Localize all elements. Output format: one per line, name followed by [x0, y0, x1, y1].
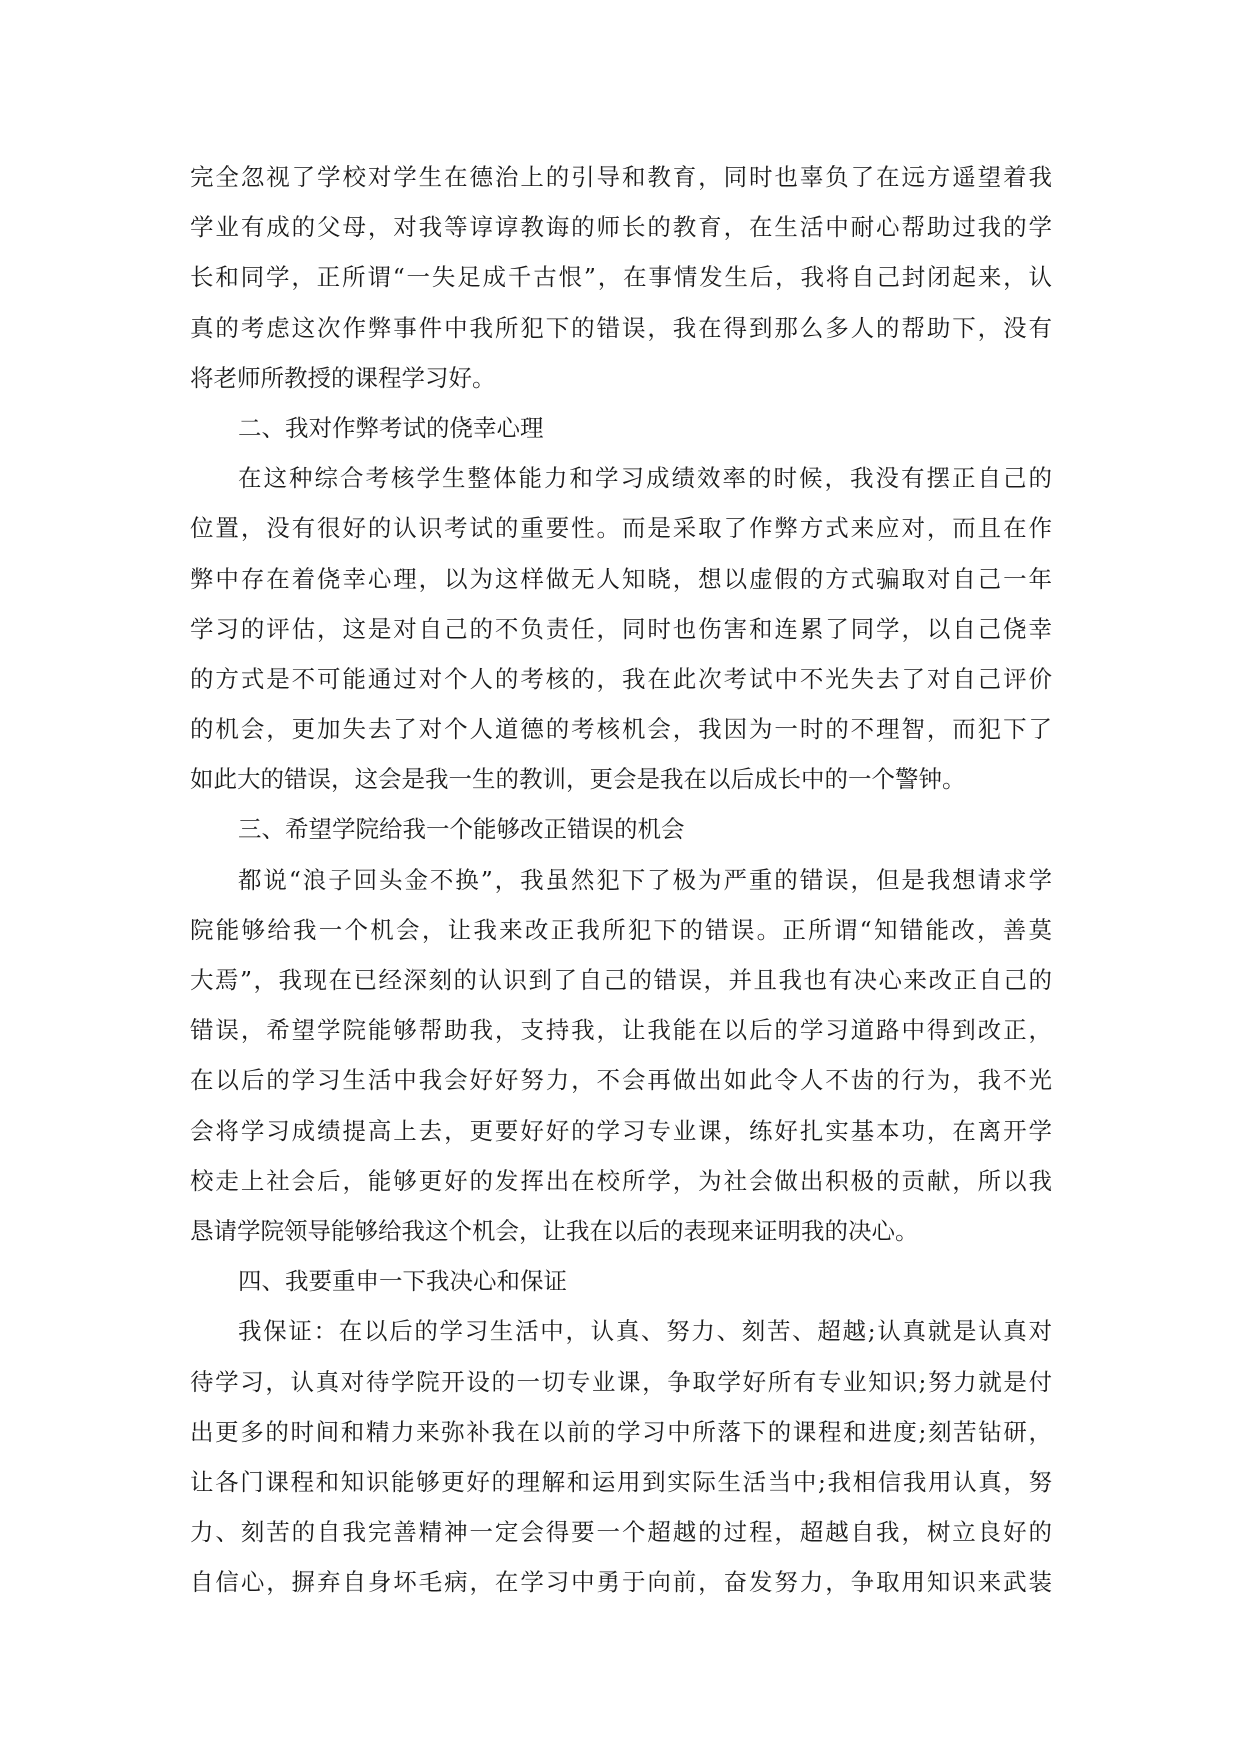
text-line: 会将学习成绩提高上去，更要好好的学习专业课，练好扎实基本功，在离开学	[190, 1116, 1052, 1145]
text-line: 让各门课程和知识能够更好的理解和运用到实际生活当中;我相信我用认真，努	[190, 1467, 1052, 1496]
text-line: 我保证：在以后的学习生活中，认真、努力、刻苦、超越;认真就是认真对	[238, 1317, 1052, 1346]
text-line: 出更多的时间和精力来弥补我在以前的学习中所落下的课程和进度;刻苦钻研，	[190, 1417, 1052, 1446]
text-line: 在以后的学习生活中我会好好努力，不会再做出如此令人不齿的行为，我不光	[190, 1066, 1052, 1095]
paragraph-intro	[190, 152, 1052, 403]
text-line: 恳请学院领导能够给我这个机会，让我在以后的表现来证明我的决心。	[190, 1216, 919, 1245]
text-line: 力、刻苦的自我完善精神一定会得要一个超越的过程，超越自我，树立良好的	[190, 1518, 1052, 1547]
text-line: 学业有成的父母，对我等谆谆教诲的师长的教育，在生活中耐心帮助过我的学	[190, 213, 1052, 242]
paragraph-section-2	[190, 453, 1052, 804]
section-heading-3: 三、希望学院给我一个能够改正错误的机会	[238, 815, 685, 844]
text-line: 将老师所教授的课程学习好。	[190, 363, 496, 392]
section-heading-4: 四、我要重申一下我决心和保证	[238, 1267, 567, 1296]
text-line: 在这种综合考核学生整体能力和学习成绩效率的时候，我没有摆正自己的	[238, 464, 1052, 493]
text-line: 学习的评估，这是对自己的不负责任，同时也伤害和连累了同学，以自己侥幸	[190, 614, 1052, 643]
text-line: 校走上社会后，能够更好的发挥出在校所学，为社会做出积极的贡献，所以我	[190, 1166, 1052, 1195]
text-line: 如此大的错误，这会是我一生的教训，更会是我在以后成长中的一个警钟。	[190, 765, 966, 794]
section-heading-2: 二、我对作弊考试的侥幸心理	[238, 413, 544, 442]
text-line: 待学习，认真对待学院开设的一切专业课，争取学好所有专业知识;努力就是付	[190, 1367, 1052, 1396]
text-line: 弊中存在着侥幸心理，以为这样做无人知晓，想以虚假的方式骗取对自己一年	[190, 564, 1052, 593]
text-line: 自信心，摒弃自身坏毛病，在学习中勇于向前，奋发努力，争取用知识来武装	[190, 1568, 1052, 1597]
text-line: 大焉”，我现在已经深刻的认识到了自己的错误，并且我也有决心来改正自己的	[190, 966, 1052, 994]
text-line: 都说“浪子回头金不换”，我虽然犯下了极为严重的错误，但是我想请求学	[238, 865, 1052, 894]
text-line: 位置，没有很好的认识考试的重要性。而是采取了作弊方式来应对，而且在作	[190, 514, 1052, 543]
paragraph-section-4	[190, 1306, 1052, 1607]
text-line: 真的考虑这次作弊事件中我所犯下的错误，我在得到那么多人的帮助下，没有	[190, 313, 1052, 342]
text-line: 完全忽视了学校对学生在德治上的引导和教育，同时也辜负了在远方遥望着我	[190, 163, 1052, 191]
text-line: 错误，希望学院能够帮助我，支持我，让我能在以后的学习道路中得到改正，	[190, 1016, 1052, 1045]
text-line: 院能够给我一个机会，让我来改正我所犯下的错误。正所谓“知错能改，善莫	[190, 915, 1052, 944]
document-page	[190, 152, 1052, 1607]
text-line: 的机会，更加失去了对个人道德的考核机会，我因为一时的不理智，而犯下了	[190, 715, 1052, 744]
text-line: 长和同学，正所谓“一失足成千古恨”，在事情发生后，我将自己封闭起来，认	[190, 263, 1052, 292]
paragraph-section-3	[190, 855, 1052, 1257]
text-line: 的方式是不可能通过对个人的考核的，我在此次考试中不光失去了对自己评价	[190, 664, 1052, 693]
